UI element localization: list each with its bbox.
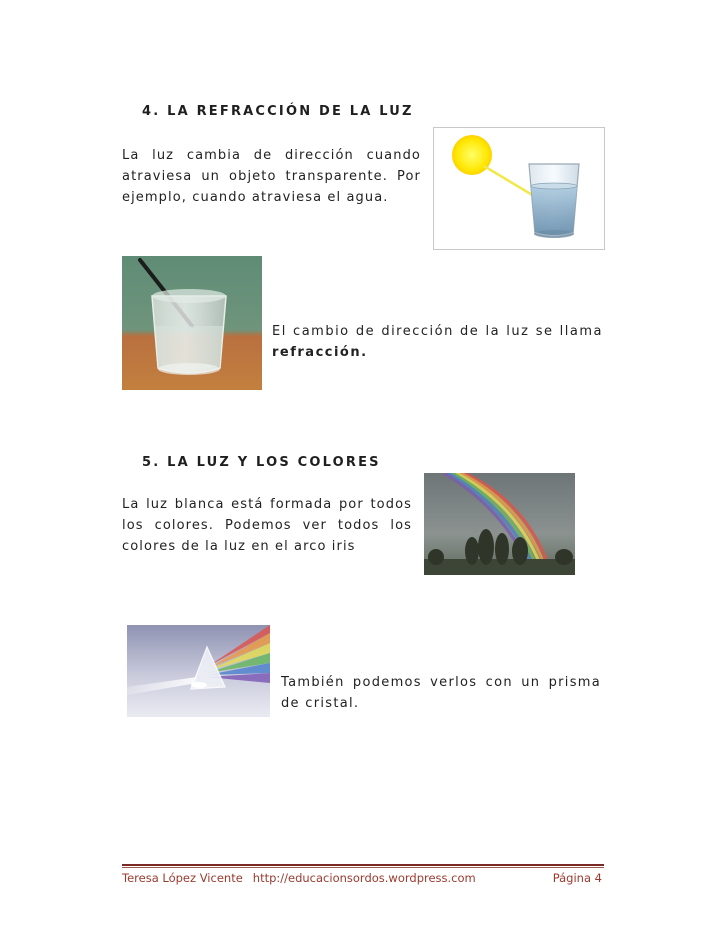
section-5-heading: 5. LA LUZ Y LOS COLORES <box>142 455 381 470</box>
footer-page-number: Página 4 <box>552 871 602 885</box>
footer-left <box>122 871 476 885</box>
section-4-intro: La luz cambia de dirección cuando atraviesa un objeto transparente. Por ejemplo, cuando atraviesa el agua. <box>122 148 421 205</box>
section-5-intro: La luz blanca está formada por todos los colores. Podemos ver todos los colores de la luz en el arco iris <box>122 497 412 554</box>
glass-with-straw-photo <box>122 256 262 390</box>
sun-glass-illustration <box>433 127 605 250</box>
refraction-caption-text: El cambio de dirección de la luz se llama <box>272 324 603 339</box>
prism-photo <box>127 625 270 717</box>
refraction-term: refracción. <box>272 345 368 360</box>
footer-divider <box>122 864 604 866</box>
footer-divider-thin <box>122 867 604 868</box>
refraction-caption <box>272 321 603 363</box>
section-4-heading: 4. LA REFRACCIÓN DE LA LUZ <box>142 104 414 119</box>
footer-author: Teresa López Vicente <box>122 871 243 885</box>
rainbow-photo <box>424 473 575 575</box>
sun-icon <box>452 135 492 175</box>
prism-caption: También podemos verlos con un prisma de cristal. <box>281 675 601 711</box>
footer-url[interactable]: http://educacionsordos.wordpress.com <box>252 871 476 885</box>
